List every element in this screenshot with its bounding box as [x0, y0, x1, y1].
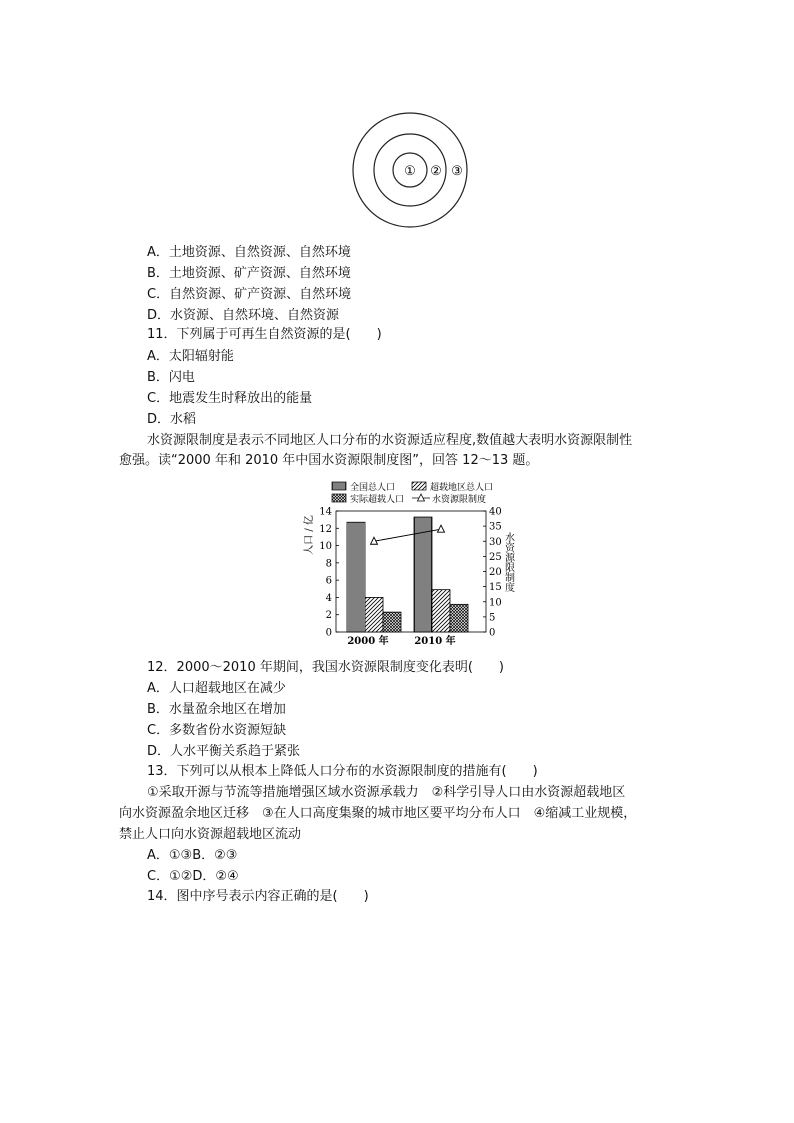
q11-option-d: D．水稻: [147, 412, 197, 427]
q10-option-d: D．水资源、自然环境、自然资源: [147, 308, 340, 323]
q13-options-row-2: C．①②D．②④: [147, 869, 239, 884]
category-label-2000: 2000 年: [347, 636, 389, 647]
bar-1-1: [432, 590, 450, 632]
passage-line-2: 愈强。读“2000 年和 2010 年中国水资源限制度图”，回答 12～13 题。: [119, 453, 539, 468]
passage-line-1: 水资源限制度是表示不同地区人口分布的水资源适应程度,数值越大表明水资源限制性: [147, 433, 633, 448]
legend-swatch-total: [332, 482, 346, 490]
restriction-point-1: [438, 525, 445, 532]
bar-1-0: [365, 597, 383, 632]
bar-2-0: [383, 612, 401, 632]
right-tick-label: 0: [489, 627, 496, 639]
q12-stem: 12．2000～2010 年期间，我国水资源限制度变化表明( ): [147, 660, 504, 675]
chart-legend: [332, 481, 493, 505]
q11-option-b: B．闪电: [147, 370, 195, 385]
bar-2-1: [450, 604, 468, 632]
circle-label-1: ①: [404, 164, 416, 179]
q13-body-line-2: 向水资源盈余地区迁移 ③在人口高度集聚的城市地区要平均分布人口 ④缩减工业规模，: [119, 806, 637, 821]
right-tick-label: 20: [489, 567, 502, 578]
right-axis-title: 水资源限制度: [502, 532, 514, 592]
q11-option-c: C．地震发生时释放出的能量: [147, 391, 313, 406]
legend-label-line: 水资源限制度: [432, 495, 487, 505]
q13-body-line-3: 禁止人口向水资源超载地区流动: [119, 827, 302, 842]
q11-option-a: A．太阳辐射能: [147, 349, 234, 364]
bar-0-1: [414, 517, 432, 632]
left-axis-title: 人口 / 亿: [304, 515, 315, 555]
right-tick-label: 25: [489, 551, 502, 563]
q14-stem: 14．图中序号表示内容正确的是( ): [147, 889, 369, 904]
category-label-2010: 2010 年: [414, 636, 456, 647]
left-tick-label: 0: [325, 627, 332, 639]
line-series-group: [371, 525, 445, 544]
right-tick-label: 5: [489, 612, 496, 624]
legend-label-actual: 实际超载人口: [350, 495, 405, 505]
right-tick-label: 40: [489, 506, 502, 518]
left-tick-label: 6: [325, 575, 332, 587]
legend-label-overloaded: 超载地区总人口: [430, 483, 494, 493]
legend-swatch-overloaded: [412, 482, 426, 490]
q12-option-b: B．水量盈余地区在增加: [147, 702, 286, 717]
right-tick-label: 15: [489, 582, 502, 594]
bar-0-0: [347, 522, 365, 632]
legend-label-total: 全国总人口: [350, 483, 396, 493]
left-tick-label: 8: [325, 558, 332, 570]
q13-stem: 13．下列可以从根本上降低人口分布的水资源限制度的措施有( ): [147, 764, 538, 779]
q12-option-d: D．人水平衡关系趋于紧张: [147, 744, 301, 759]
q11-stem: 11．下列属于可再生自然资源的是( ): [147, 327, 382, 342]
q13-options-row-1: A．①③B．②③: [147, 848, 238, 863]
water-restriction-chart: [304, 480, 514, 650]
legend-swatch-actual: [332, 494, 346, 502]
right-tick-label: 30: [489, 536, 502, 548]
left-tick-label: 2: [325, 610, 332, 622]
q13-body-line-1: ①采取开源与节流等措施增强区域水资源承载力 ②科学引导人口由水资源超载地区: [147, 785, 626, 800]
circle-label-3: ③: [451, 164, 463, 179]
bars-group: [347, 517, 468, 632]
q12-option-c: C．多数省份水资源短缺: [147, 723, 287, 738]
left-tick-label: 4: [325, 592, 332, 604]
q12-option-a: A．人口超载地区在减少: [147, 681, 286, 696]
right-tick-label: 35: [489, 521, 502, 533]
left-tick-label: 10: [319, 541, 332, 553]
left-tick-label: 14: [319, 506, 332, 518]
legend-triangle-marker: [418, 494, 425, 501]
q10-option-a: A．土地资源、自然资源、自然环境: [147, 245, 351, 260]
concentric-circles-diagram: [352, 108, 472, 232]
circle-label-2: ②: [430, 164, 442, 179]
q10-option-b: B．土地资源、矿产资源、自然环境: [147, 266, 351, 281]
right-tick-label: 10: [489, 597, 502, 609]
q10-option-c: C．自然资源、矿产资源、自然环境: [147, 287, 352, 302]
left-tick-label: 12: [319, 523, 332, 535]
